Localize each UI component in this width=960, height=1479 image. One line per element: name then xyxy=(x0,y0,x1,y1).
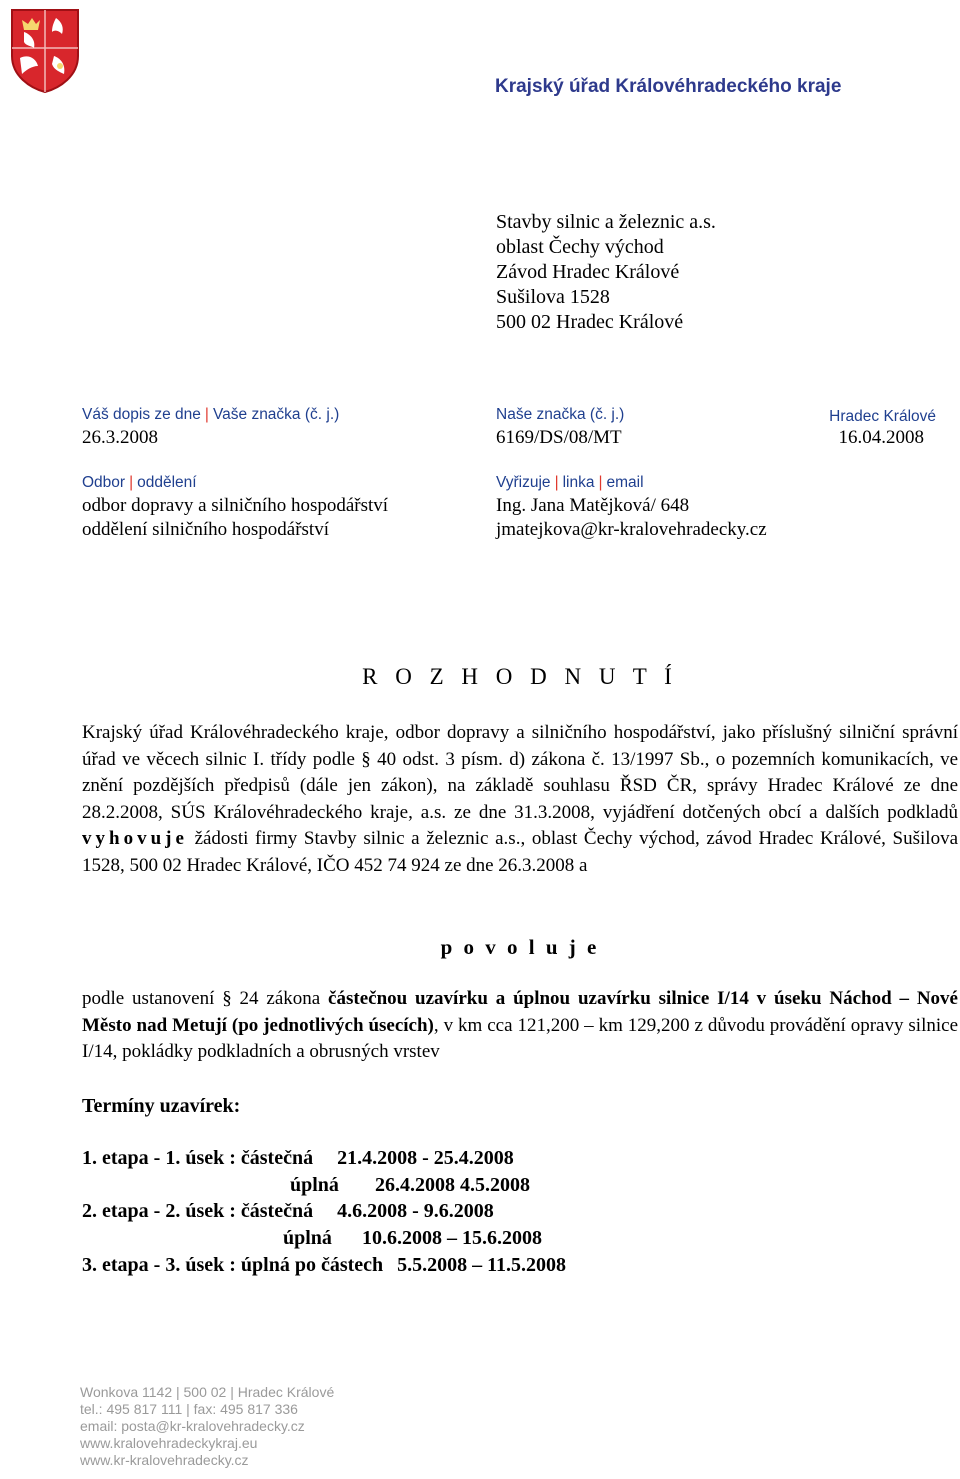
contact-label-b: linka xyxy=(562,474,595,491)
recipient-address xyxy=(496,210,716,335)
stage-kind: úplná po částech xyxy=(240,1254,384,1276)
stage-row xyxy=(283,1227,542,1250)
dept-value: odbor dopravy a silničního hospodářství xyxy=(82,495,389,516)
recipient-line: Stavby silnic a železnic a.s. xyxy=(496,211,716,233)
permit-paragraph xyxy=(82,986,958,1066)
footer-phone: tel.: 495 817 111 | fax: 495 817 336 xyxy=(80,1401,298,1417)
stage-row xyxy=(82,1254,566,1277)
decision-paragraph xyxy=(82,720,958,879)
recipient-line: oblast Čechy východ xyxy=(496,236,664,258)
dept-label: Odbor | oddělení xyxy=(82,474,197,491)
footer-contact xyxy=(80,1384,334,1469)
your-letter-label: Váš dopis ze dne | Vaše značka (č. j.) xyxy=(82,406,340,423)
stage-row xyxy=(82,1147,514,1170)
stage-dates: 21.4.2008 - 25.4.2008 xyxy=(337,1147,514,1169)
contact-label-a: Vyřizuje xyxy=(496,474,551,491)
contact-name: Ing. Jana Matějková/ 648 xyxy=(496,495,690,516)
footer-web-link[interactable]: www.kr-kralovehradecky.cz xyxy=(80,1452,249,1468)
stage-dates: 4.6.2008 - 9.6.2008 xyxy=(337,1200,494,1222)
decision-title: R O Z H O D N U T Í xyxy=(362,664,678,689)
paragraph-text: podle ustanovení § 24 zákona xyxy=(82,988,321,1009)
dept-label-a: Odbor xyxy=(82,474,126,491)
date-value: 16.04.2008 xyxy=(838,427,924,448)
your-ref-label: Vaše značka (č. j.) xyxy=(212,406,340,423)
subdept-value: oddělení silničního hospodářství xyxy=(82,519,329,540)
stage-prefix: 3. etapa - 3. úsek : xyxy=(82,1254,241,1276)
stage-dates: 5.5.2008 – 11.5.2008 xyxy=(397,1254,567,1276)
stage-prefix: 1. etapa - 1. úsek : xyxy=(82,1147,241,1169)
stage-row xyxy=(82,1200,494,1223)
footer-email: email: posta@kr-kralovehradecky.cz xyxy=(80,1418,305,1434)
contact-label-c: email xyxy=(606,474,644,491)
recipient-line: Závod Hradec Králové xyxy=(496,261,680,283)
stage-prefix: 2. etapa - 2. úsek : xyxy=(82,1200,241,1222)
contact-label: Vyřizuje | linka | email xyxy=(496,474,644,491)
closure-description: částečnou uzavírku a úplnou uzavírku silnice I/14 v úseku Náchod – Nové Město nad Metují (po jednotlivých úsecích) xyxy=(82,988,958,1036)
dept-label-b: oddělení xyxy=(137,474,197,491)
stage-kind: částečná xyxy=(240,1147,314,1169)
our-ref-label: Naše značka (č. j.) xyxy=(496,406,625,423)
your-letter-date-label: Váš dopis ze dne xyxy=(82,406,201,423)
permits-heading: p o v o l u j e xyxy=(440,935,600,959)
stage-kind: úplná xyxy=(283,1227,332,1249)
stage-row xyxy=(290,1174,530,1197)
stage-kind: úplná xyxy=(290,1174,339,1196)
stage-kind: částečná xyxy=(240,1200,314,1222)
our-ref-value: 6169/DS/08/MT xyxy=(496,427,622,448)
paragraph-text: žádosti firmy Stavby silnic a železnic a.s., oblast Čechy východ, závod Hradec Králové, Sušilova 1528, 500 02 Hradec Králové, IČO 452 74 924 ze dne 26.3.2008 a xyxy=(82,828,959,876)
terms-heading: Termíny uzavírek: xyxy=(82,1095,241,1117)
recipient-line: Sušilova 1528 xyxy=(496,286,610,308)
stage-dates: 26.4.2008 4.5.2008 xyxy=(374,1174,530,1196)
stage-dates: 10.6.2008 – 15.6.2008 xyxy=(361,1227,542,1249)
coat-of-arms-icon xyxy=(8,6,82,94)
authority-name: Krajský úřad Královéhradeckého kraje xyxy=(495,76,842,97)
place-label: Hradec Králové xyxy=(829,408,936,425)
footer-web-link[interactable]: www.kralovehradeckykraj.eu xyxy=(80,1435,258,1451)
contact-email: jmatejkova@kr-kralovehradecky.cz xyxy=(496,519,767,540)
footer-address: Wonkova 1142 | 500 02 | Hradec Králové xyxy=(80,1384,335,1400)
paragraph-text: , v km cca 121,200 – km 129,200 z důvodu provádění opravy silnice I/14, pokládky podkladních a obrusných vrstev xyxy=(82,1014,958,1062)
your-letter-value: 26.3.2008 xyxy=(82,427,158,448)
verb-complies: vyhovuje xyxy=(82,828,188,849)
recipient-line: 500 02 Hradec Králové xyxy=(496,311,684,333)
paragraph-text: Krajský úřad Královéhradeckého kraje, odbor dopravy a silničního hospodářství, jako příslušný silniční správní úřad ve věcech silnic I. třídy podle § 40 odst. 3 písm. d) zákona č. 13/1997 Sb., o pozemních komunikacích, ve znění pozdějších předpisů (dále jen zákon), na základě souhlasu ŘSD ČR, správy Hradec Králové ze dne 28.2.2008, SÚS Královéhradeckého kraje, a.s. ze dne 31.3.2008, vyjádření dotčených obcí a dalších podkladů xyxy=(82,722,958,823)
